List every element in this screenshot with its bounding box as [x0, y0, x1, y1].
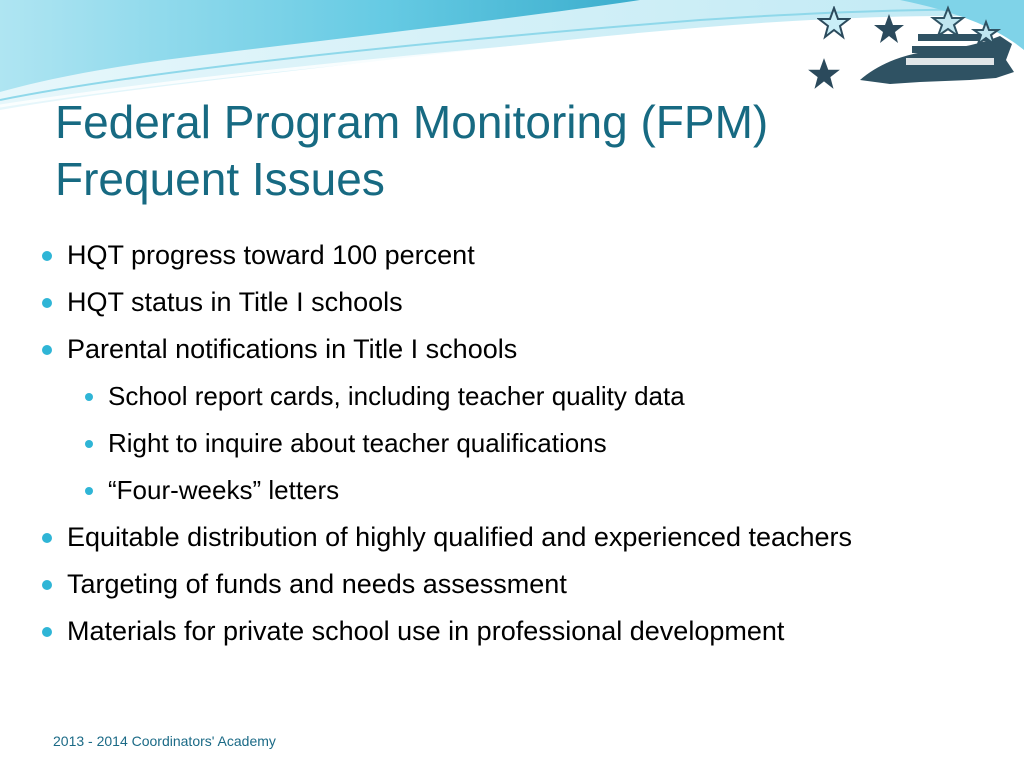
bullet-list	[36, 236, 976, 659]
bullet-dot-icon	[42, 533, 52, 543]
bullet-dot-icon	[42, 251, 52, 261]
bullet-text: HQT progress toward 100 percent	[67, 240, 475, 270]
slide-title	[55, 94, 955, 208]
bullet-text: Targeting of funds and needs assessment	[67, 569, 567, 599]
bullet-text: Parental notifications in Title I schools	[67, 334, 518, 364]
bullet-dot-icon	[42, 627, 52, 637]
bullet-item	[36, 565, 976, 604]
bullet-dot-icon	[42, 345, 52, 355]
bullet-dot-icon	[85, 487, 93, 495]
bullet-dot-icon	[85, 393, 93, 401]
sub-bullet-item	[36, 377, 976, 416]
bullet-item	[36, 518, 976, 557]
bullet-text: Equitable distribution of highly qualified and experienced teachers	[67, 522, 853, 552]
title-line-2: Frequent Issues	[55, 153, 385, 205]
bullet-dot-icon	[42, 580, 52, 590]
title-line-1: Federal Program Monitoring (FPM)	[55, 96, 769, 148]
star-icon	[806, 56, 842, 92]
star-icon	[817, 6, 851, 40]
bullet-item	[36, 612, 976, 651]
sub-bullet-text: “Four-weeks” letters	[108, 475, 340, 505]
star-icon	[872, 12, 906, 46]
bullet-item	[36, 330, 976, 369]
sub-bullet-item	[36, 424, 976, 463]
bullet-dot-icon	[42, 298, 52, 308]
sub-bullet-text: School report cards, including teacher quality data	[108, 381, 685, 411]
sub-bullet-item	[36, 471, 976, 510]
slide-footer: 2013 - 2014 Coordinators' Academy	[53, 733, 276, 749]
bullet-text: Materials for private school use in professional development	[67, 616, 785, 646]
bullet-dot-icon	[85, 440, 93, 448]
bullet-item	[36, 236, 976, 275]
bullet-item	[36, 283, 976, 322]
bullet-text: HQT status in Title I schools	[67, 287, 403, 317]
sub-bullet-text: Right to inquire about teacher qualifications	[108, 428, 607, 458]
